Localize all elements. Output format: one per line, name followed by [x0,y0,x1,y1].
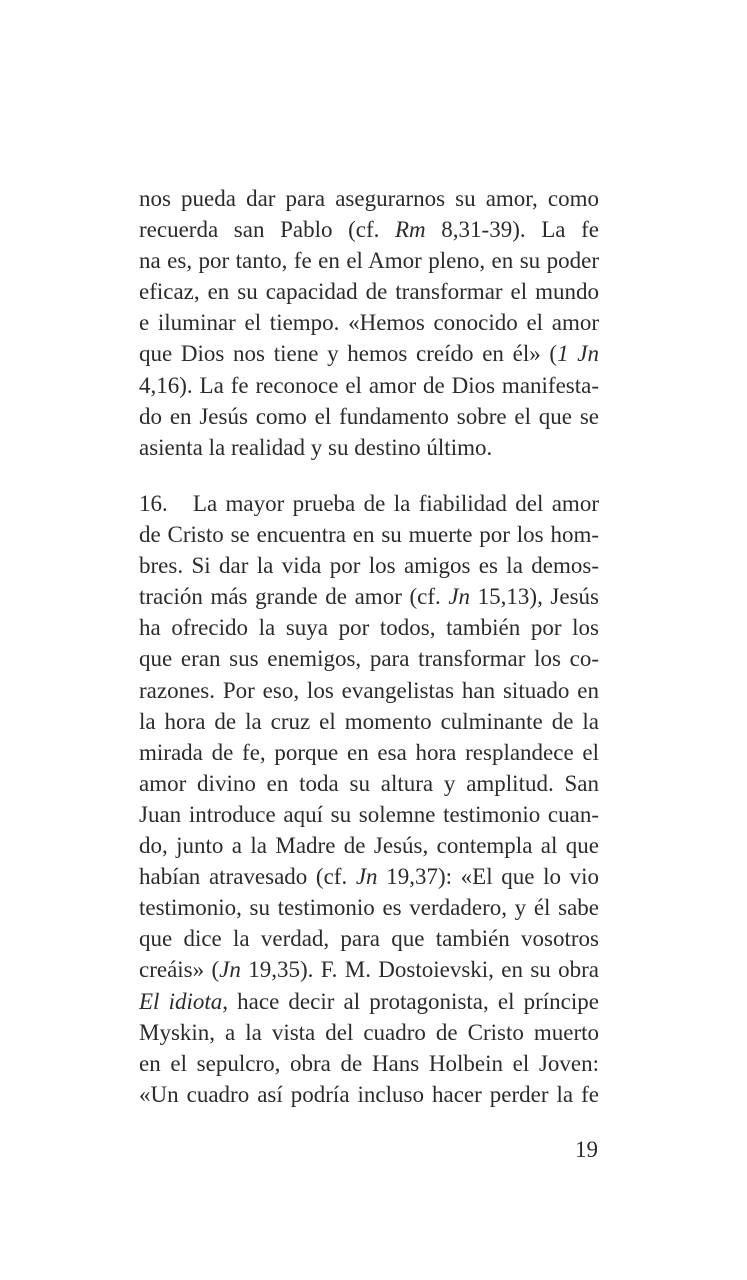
paragraph-continued [139,183,599,463]
text-line: asienta la realidad y su destino último. [139,434,493,460]
text-line: mirada de fe, porque en esa hora resplandece el [139,739,599,765]
text-line: testimonio, su testimonio es verdadero, y él sabe [139,895,599,921]
text-line: eficaz, en su capacidad de transformar el mundo [139,279,599,305]
text-line: 16. La mayor prueba de la fiabilidad del amor [139,491,599,516]
text-line: do, junto a la Madre de Jesús, contempla al que [139,833,599,859]
text-line: amor divino en toda su altura y amplitud. San [139,770,599,796]
text-line: que dice la verdad, para que también vosotros [139,926,599,952]
text-line: habían atravesado (cf. Jn 19,37): «El que lo vio [139,864,599,890]
text-line: do en Jesús como el fundamento sobre el que se [139,403,599,429]
page-number: 19 [575,1137,598,1162]
text-line: de Cristo se encuentra en su muerte por los hom- [139,522,599,548]
text-line: Juan introduce aquí su solemne testimonio cuan- [139,801,599,827]
text-line: e iluminar el tiempo. «Hemos conocido el amor [139,310,599,336]
text-line: creáis» (Jn 19,35). F. M. Dostoievski, en su obra [139,957,599,983]
text-line: bres. Si dar la vida por los amigos es la demos- [139,553,599,579]
text-line: El idiota, hace decir al protagonista, el príncipe [139,988,599,1014]
text-line: 4,16). La fe reconoce el amor de Dios manifesta- [139,372,599,398]
text-line: que Dios nos tiene y hemos creído en él» (1 Jn [139,341,599,367]
text-line: razones. Por eso, los evangelistas han situado en [139,677,599,703]
text-line: nos pueda dar para asegurarnos su amor, como [139,186,599,211]
text-line: tración más grande de amor (cf. Jn 15,13), Jesús [139,584,599,610]
paragraph-16 [139,488,599,1110]
text-line: «Un cuadro así podría incluso hacer perder la fe [139,1081,599,1107]
text-line: Myskin, a la vista del cuadro de Cristo muerto [139,1019,599,1045]
text-line: en el sepulcro, obra de Hans Holbein el Joven: [139,1050,599,1076]
text-line: na es, por tanto, fe en el Amor pleno, en su poder [139,248,599,274]
text-line: la hora de la cruz el momento culminante de la [139,708,599,734]
text-line: que eran sus enemigos, para transformar los co- [139,646,599,672]
text-line: ha ofrecido la suya por todos, también por los [139,615,599,641]
text-line: recuerda san Pablo (cf. Rm 8,31-39). La fe [139,217,599,243]
